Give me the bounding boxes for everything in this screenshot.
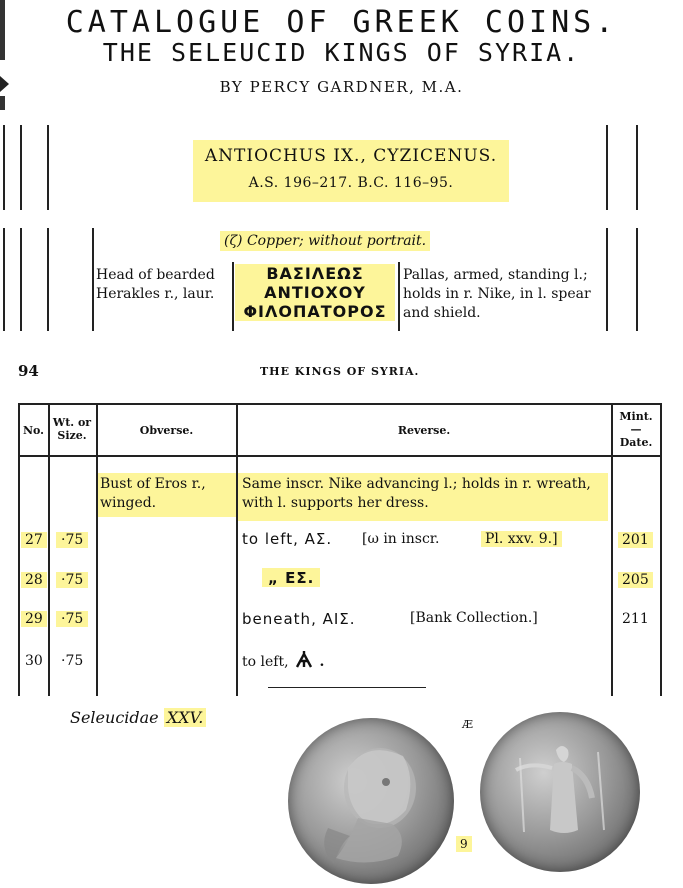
rule xyxy=(18,403,661,405)
reverse-description: Same inscr. Nike advancing l.; holds in r. wreath, with l. supports her dress. xyxy=(238,473,608,521)
plate-reference: Pl. xxv. 9.] xyxy=(481,531,562,547)
rule xyxy=(398,262,400,331)
page-number: 94 xyxy=(18,362,39,380)
row-size: ·75 xyxy=(61,653,84,669)
row-number: 29 xyxy=(21,611,47,627)
row-reverse xyxy=(262,568,320,587)
section-inscription xyxy=(235,264,395,321)
reverse-text: to left, ΑΣ. xyxy=(242,530,333,548)
catalogue-subtitle: THE SELEUCID KINGS OF SYRIA. xyxy=(102,38,581,67)
rule xyxy=(660,403,662,696)
inscription-line: ΒΑΣΙΛΕΩΣ xyxy=(266,264,364,283)
row-size: ·75 xyxy=(56,532,88,548)
section-heading: (ζ) Copper; without portrait. xyxy=(220,231,430,251)
rule xyxy=(636,125,638,210)
row-date: 205 xyxy=(618,572,653,588)
rule xyxy=(3,125,5,210)
margin-mark xyxy=(0,96,5,110)
rule xyxy=(236,403,238,696)
header-obverse: Obverse. xyxy=(139,424,194,437)
coin-reverse-image xyxy=(480,712,640,872)
reverse-text: to left, xyxy=(242,654,293,670)
rule xyxy=(18,403,20,696)
herakles-head-icon xyxy=(288,718,454,884)
catalogue-title: CATALOGUE OF GREEK COINS. xyxy=(65,5,618,40)
row-size: ·75 xyxy=(56,572,88,588)
nike-figure-icon xyxy=(480,712,640,872)
inscription-line: ΑΝΤΙΟΧΟΥ xyxy=(264,283,366,302)
rule xyxy=(20,228,22,331)
row-reverse xyxy=(242,530,332,548)
inscription-line: ΦΙΛΟΠΑΤΟΡΟΣ xyxy=(243,302,387,321)
reverse-text: „ ΕΣ. xyxy=(268,569,315,587)
rule xyxy=(232,262,234,331)
header-weight-size: Wt. or Size. xyxy=(52,416,92,442)
monogram-icon xyxy=(293,650,315,670)
rule xyxy=(20,125,22,210)
figure-number: 9 xyxy=(456,836,472,852)
row-size: ·75 xyxy=(56,611,88,627)
row-number: 30 xyxy=(25,653,43,669)
plate-number: XXV. xyxy=(164,708,207,727)
header-no: No. xyxy=(22,424,45,437)
king-name-block xyxy=(193,140,509,202)
rule xyxy=(606,228,608,331)
header-mint-date: Mint. — Date. xyxy=(619,410,653,449)
row-note: [ω in inscr. xyxy=(362,531,440,547)
coin-obverse-image xyxy=(288,718,454,884)
rule xyxy=(636,228,638,331)
reverse-text: beneath, ΑΙΣ. xyxy=(242,610,356,628)
king-dates: A.S. 196–217. B.C. 116–95. xyxy=(248,175,454,191)
header-reverse: Reverse. xyxy=(397,424,451,437)
row-number: 27 xyxy=(21,532,47,548)
row-number: 28 xyxy=(21,572,47,588)
section-obverse: Head of bearded Herakles r., laur. xyxy=(96,267,215,302)
rule xyxy=(47,228,49,331)
plate-label xyxy=(70,708,206,727)
rule xyxy=(47,125,49,210)
row-note: [Bank Collection.] xyxy=(410,610,538,626)
margin-mark xyxy=(0,0,5,60)
rule xyxy=(92,228,94,331)
king-name: ANTIOCHUS IX., CYZICENUS. xyxy=(204,146,498,166)
row-reverse: to left, . xyxy=(242,650,324,670)
running-head: THE KINGS OF SYRIA. xyxy=(260,365,420,378)
rule xyxy=(606,125,608,210)
section-reverse: Pallas, armed, standing l.; holds in r. Nike, in l. spear and shield. xyxy=(403,267,591,321)
obverse-description: Bust of Eros r., winged. xyxy=(98,473,236,517)
rule xyxy=(268,687,426,688)
row-reverse xyxy=(242,609,356,628)
author-byline: BY PERCY GARDNER, M.A. xyxy=(219,78,464,96)
rule xyxy=(3,228,5,331)
row-date: 201 xyxy=(618,532,653,548)
rule xyxy=(18,455,661,457)
margin-arrow-icon xyxy=(0,76,9,92)
row-date: 211 xyxy=(622,611,649,627)
rule xyxy=(48,403,50,696)
metal-mark: Æ xyxy=(462,718,474,731)
rule xyxy=(96,403,98,696)
plate-series: Seleucidae xyxy=(70,708,159,727)
